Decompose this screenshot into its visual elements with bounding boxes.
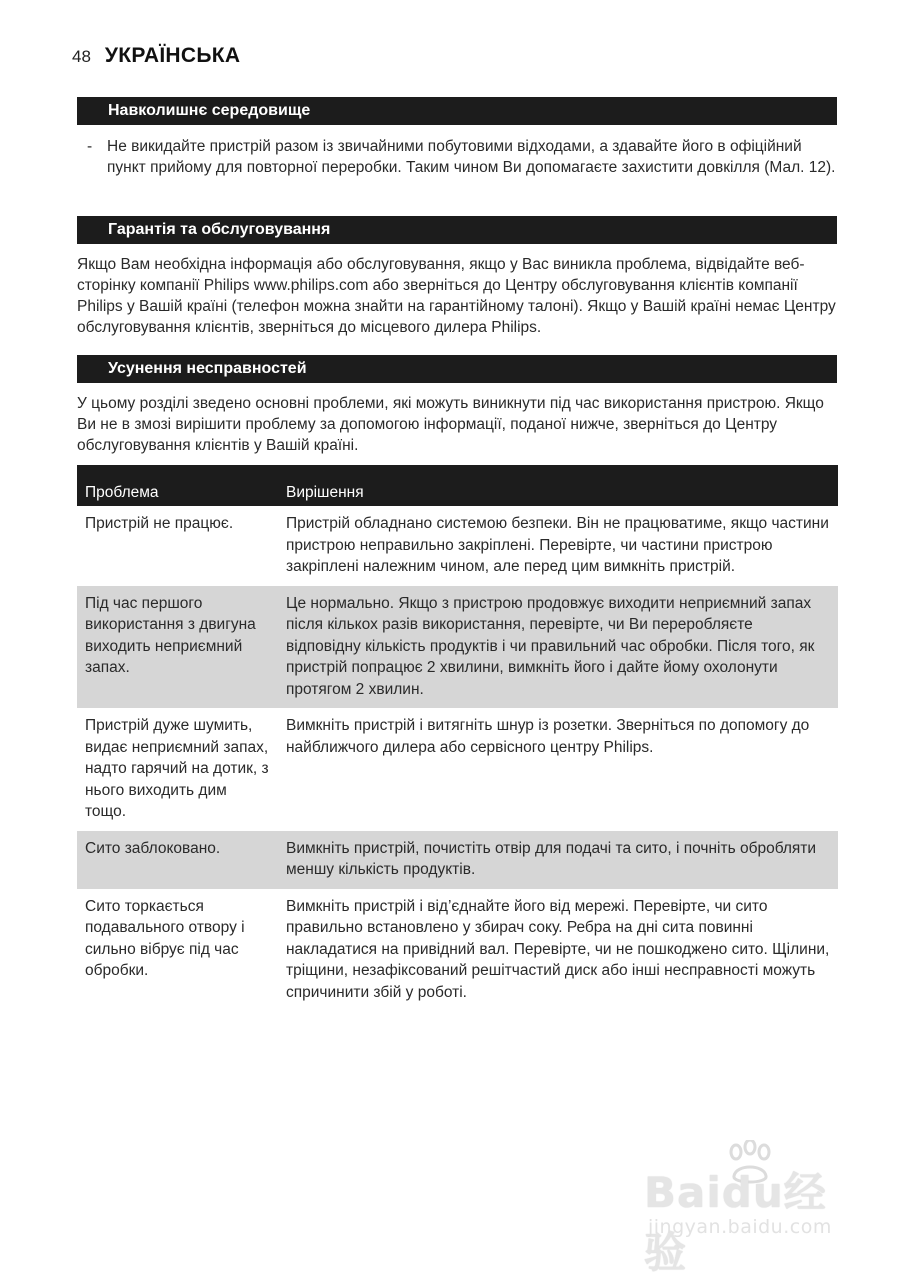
watermark-logo-text: Baidu经验	[644, 1168, 827, 1277]
section-heading-guarantee: Гарантія та обслуговування	[77, 216, 837, 244]
table-row	[77, 506, 838, 586]
page-header	[72, 44, 240, 68]
solution-cell: Це нормально. Якщо з пристрою продовжує виходити неприємний запах після кількох разів використання, перевірте, чи Ви переробляєте відповідну кількість продуктів і чи правильний час обробки. Після того, як пристрій попрацює 2 хвилини, вимкніть його і дайте йому охолонути протягом 2 хвилин.	[278, 586, 838, 709]
bullet-dash: -	[87, 138, 93, 155]
table-row	[77, 889, 838, 1012]
problem-cell: Пристрій дуже шумить, видає неприємний запах, надто гарячий на дотик, з нього виходить дим тощо.	[85, 717, 269, 820]
solution-cell: Вимкніть пристрій і від’єднайте його від мережі. Перевірте, чи сито правильно встановлено у збирач соку. Ребра на дні сита повинні накладатися на привідний вал. Перевірте, чи не пошкоджено сито. Щілини, тріщини, незафіксований решітчастий диск або інші несправності можуть спричинити збій у роботі.	[286, 897, 830, 1001]
guarantee-text-before-link: Якщо Вам необхідна інформація або обслуговування, якщо у Вас виникла проблема, відвідайте веб-сторінку компанії Philips	[77, 256, 805, 294]
problem-cell: Пристрій не працює.	[85, 515, 234, 532]
watermark-url: jingyan.baidu.com	[648, 1216, 832, 1238]
solution-cell: Пристрій обладнано системою безпеки. Він не працюватиме, якщо частини пристрою неправильно закріплені. Перевірте, чи частини пристрою закріплені належним чином, але перед цим вимкніть пристрій.	[286, 515, 829, 575]
problem-cell: Сито заблоковано.	[77, 831, 278, 889]
solution-cell: Вимкніть пристрій і витягніть шнур із розетки. Зверніться по допомогу до найближчого дилера або сервісного центру Philips.	[286, 717, 810, 756]
section-heading-environment: Навколишнє середовище	[77, 97, 837, 125]
table-header-row	[77, 465, 838, 506]
table-row	[77, 831, 838, 889]
troubleshooting-table	[77, 465, 838, 1011]
column-header-solution: Вирішення	[278, 465, 838, 506]
guarantee-text	[77, 254, 837, 338]
problem-cell: Сито торкається подавального отвору і сильно вібрує під час обробки.	[85, 897, 245, 979]
philips-website-link[interactable]: www.philips.com	[253, 277, 369, 294]
environment-text: Не викидайте пристрій разом із звичайними побутовими відходами, а здавайте його в офіційний пункт прийому для повторної переробки. Таким чином Ви допомагаєте захистити довкілля (Мал. 12).	[107, 138, 836, 176]
page-number: 48	[72, 47, 91, 66]
solution-cell: Вимкніть пристрій, почистіть отвір для подачі та сито, і почніть обробляти меншу кількість продуктів.	[278, 831, 838, 889]
problem-cell: Під час першого використання з двигуна виходить неприємний запах.	[77, 586, 278, 709]
table-row	[77, 708, 838, 831]
page-language-title: УКРАЇНСЬКА	[104, 44, 241, 67]
troubleshooting-intro: У цьому розділі зведено основні проблеми, які можуть виникнути під час використання пристрою. Якщо Ви не в змозі вирішити проблему за допомогою інформації, поданої нижче, зверніться до Центру обслуговування клієнтів у Вашій країні.	[77, 395, 824, 454]
column-header-problem: Проблема	[77, 465, 278, 506]
guarantee-text-after-link: або зверніться до Центру обслуговування клієнтів компанії Philips у Вашій країні (телефон можна знайти на гарантійному талоні). Якщо у Вашій країні немає Центру обслуговування клієнтів, зверніться до місцевого дилера Philips.	[77, 277, 836, 336]
section-heading-troubleshooting: Усунення несправностей	[77, 355, 837, 383]
table-row	[77, 586, 838, 709]
environment-bullet	[77, 136, 837, 178]
baidu-watermark	[638, 1140, 858, 1277]
